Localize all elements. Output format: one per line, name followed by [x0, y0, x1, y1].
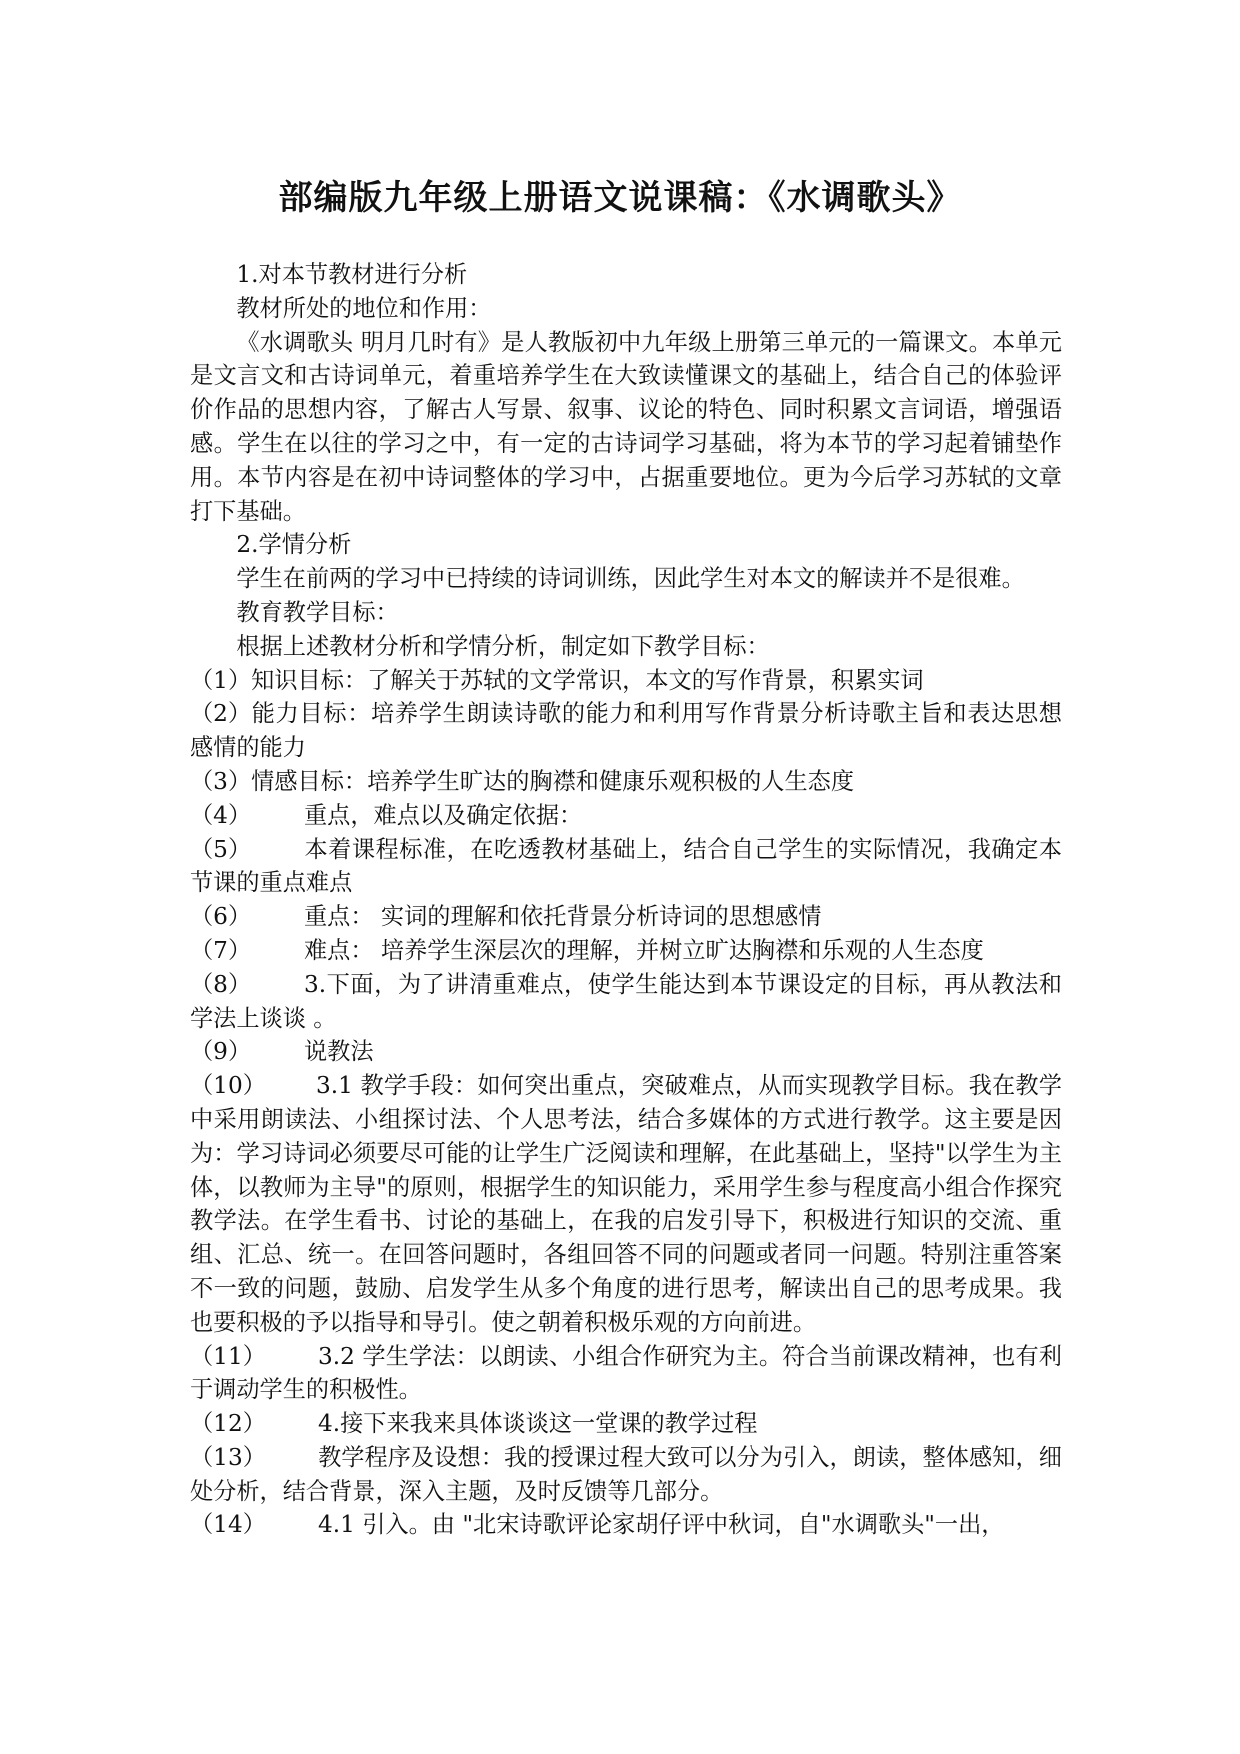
paragraph-text: 2.学情分析	[236, 531, 352, 559]
paragraph	[190, 664, 1062, 698]
paragraph-text: 4.接下来我来具体谈谈这一堂课的教学过程	[318, 1410, 758, 1438]
paragraph-text: 学生在前两的学习中已持续的诗词训练，因此学生对本文的解读并不是很难。	[236, 565, 1025, 593]
paragraph	[190, 765, 1062, 799]
paragraph-text: 3.1 教学手段：如何突出重点，突破难点，从而实现教学目标。我在教学中采用朗读法、小组探讨法、个人思考法，结合多媒体的方式进行教学。这主要是因为：学习诗词必须要尽可能的让学生广泛阅读和理解，在此基础上，坚持"以学生为主体，以教师为主导"的原则，根据学生的知识能力，采用学生参与程度高小组合作探究教学法。在学生看书、讨论的基础上，在我的启发引导下，积极进行知识的交流、重组、汇总、统一。在回答问题时，各组回答不同的问题或者同一问题。特别注重答案不一致的问题，鼓励、启发学生从多个角度的进行思考，解读出自己的思考成果。我也要积极的予以指导和导引。使之朝着积极乐观的方向前进。	[190, 1072, 1062, 1336]
paragraph	[190, 833, 1062, 901]
paragraph	[190, 326, 1062, 529]
paragraph-number: （5）	[190, 835, 252, 863]
paragraph-number: （10）	[190, 1072, 266, 1100]
paragraph	[190, 934, 1062, 968]
paragraph-text: 4.1 引入。由 "北宋诗歌评论家胡仔评中秋词，自"水调歌头"一出，	[318, 1511, 1005, 1539]
paragraph-number: （4）	[190, 801, 252, 829]
paragraph	[190, 292, 1062, 326]
paragraph-number: （9）	[190, 1038, 252, 1066]
paragraph-text: 难点： 培养学生深层次的理解，并树立旷达胸襟和乐观的人生态度	[304, 936, 984, 964]
paragraph	[190, 799, 1062, 833]
paragraph-text: 教学程序及设想：我的授课过程大致可以分为引入，朗读，整体感知，细处分析，结合背景，深入主题，及时反馈等几部分。	[190, 1443, 1062, 1505]
paragraph-number: （1）	[190, 666, 252, 694]
paragraph	[190, 596, 1062, 630]
paragraph-number: （14）	[190, 1511, 266, 1539]
paragraph	[190, 1340, 1062, 1408]
paragraph	[190, 630, 1062, 664]
paragraph	[190, 1407, 1062, 1441]
paragraph-text: 教材所处的地位和作用：	[236, 294, 492, 322]
paragraph-number: （3）	[190, 767, 252, 795]
paragraph	[190, 1035, 1062, 1069]
paragraph-text: 重点，难点以及确定依据：	[304, 801, 583, 829]
paragraph	[190, 258, 1062, 292]
paragraph-text: 重点： 实词的理解和依托背景分析诗词的思想感情	[304, 903, 822, 931]
paragraph-text: 说教法	[304, 1038, 374, 1066]
paragraph	[190, 1508, 1062, 1542]
paragraph	[190, 1069, 1062, 1339]
paragraph-number: （12）	[190, 1410, 266, 1438]
document-title: 部编版九年级上册语文说课稿：《水调歌头》	[278, 178, 962, 218]
paragraph-number: （2）	[190, 700, 252, 728]
paragraph-text: 本着课程标准，在吃透教材基础上，结合自己学生的实际情况，我确定本节课的重点难点	[190, 835, 1062, 897]
paragraph-number: （11）	[190, 1342, 266, 1370]
paragraph-number: （7）	[190, 936, 252, 964]
paragraph-text: 《水调歌头 明月几时有》是人教版初中九年级上册第三单元的一篇课文。本单元是文言文和古诗词单元，着重培养学生在大致读懂课文的基础上，结合自己的体验评价作品的思想内容，了解古人写景、叙事、议论的特色、同时积累文言词语，增强语感。学生在以往的学习之中，有一定的古诗词学习基础，将为本节的学习起着铺垫作用。本节内容是在初中诗词整体的学习中，占据重要地位。更为今后学习苏轼的文章打下基础。	[190, 328, 1062, 525]
paragraph	[190, 697, 1062, 765]
paragraph	[190, 1441, 1062, 1509]
paragraph-text: 教育教学目标：	[236, 598, 399, 626]
document-body	[190, 258, 1062, 1542]
paragraph	[190, 900, 1062, 934]
paragraph-text: 能力目标：培养学生朗读诗歌的能力和利用写作背景分析诗歌主旨和表达思想感情的能力	[190, 700, 1062, 762]
paragraph-text: 根据上述教材分析和学情分析，制定如下教学目标：	[236, 632, 770, 660]
paragraph	[190, 562, 1062, 596]
paragraph-number: （13）	[190, 1443, 266, 1471]
paragraph-text: 情感目标：培养学生旷达的胸襟和健康乐观积极的人生态度	[251, 767, 855, 795]
paragraph-text: 知识目标：了解关于苏轼的文学常识，本文的写作背景，积累实词	[251, 666, 924, 694]
paragraph	[190, 968, 1062, 1036]
paragraph-text: 3.2 学生学法：以朗读、小组合作研究为主。符合当前课改精神，也有利于调动学生的积极性。	[190, 1342, 1062, 1404]
paragraph-text: 1.对本节教材进行分析	[236, 261, 468, 288]
paragraph-number: （8）	[190, 970, 252, 998]
paragraph-number: （6）	[190, 903, 252, 931]
paragraph	[190, 528, 1062, 562]
paragraph-text: 3.下面，为了讲清重难点，使学生能达到本节课设定的目标，再从教法和学法上谈谈 。	[190, 970, 1062, 1032]
